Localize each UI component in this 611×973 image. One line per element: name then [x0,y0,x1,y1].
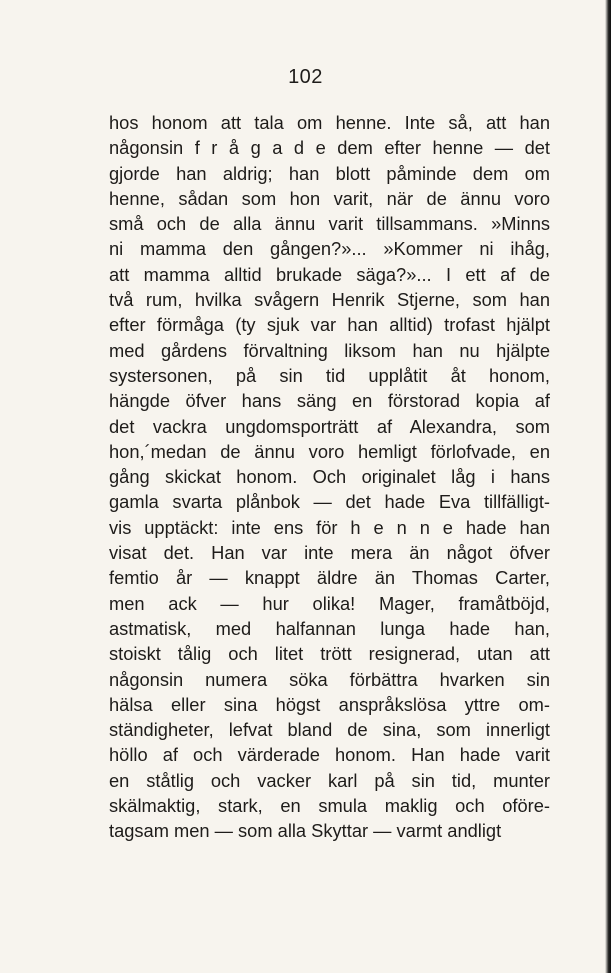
page-number: 102 [288,66,323,88]
text-line: astmatisk, med halfannan lunga hade han, [109,617,550,639]
text-line: tagsam men — som alla Skyttar — varmt andligt [109,820,502,842]
text-line: att mamma alltid brukade säga?»... I ett af de [109,263,550,285]
text-line: ständigheter, lefvat bland de sina, som innerligt [109,719,550,741]
text-line: gång skickat honom. Och originalet låg i hans [109,466,550,488]
text-line: hos honom att tala om henne. Inte så, att han [109,112,550,133]
text-line: systersonen, på sin tid upplåtit åt honom, [109,364,550,386]
text-line: visat det. Han var inte mera än något öfver [109,542,550,564]
text-line: höllo af och värderade honom. Han hade varit [109,744,550,766]
text-line: femtio år — knappt äldre än Thomas Carter, [109,567,550,589]
text-line: henne, sådan som hon varit, när de ännu voro [109,187,550,209]
text-line: det vackra ungdomsporträtt af Alexandra, som [109,415,550,437]
text-line: efter förmåga (ty sjuk var han alltid) trofast hjälpt [109,314,550,336]
body-text [109,110,550,844]
text-line: någonsin numera söka förbättra hvarken sin [109,668,550,690]
text-line: två rum, hvilka svågern Henrik Stjerne, som han [109,289,550,311]
text-line: någonsin f r å g a d e dem efter henne — det [109,137,550,159]
text-line: gjorde han aldrig; han blott påminde dem om [109,162,550,184]
page-edge-shadow [605,0,611,973]
text-line: hon,´medan de ännu voro hemligt förlofvade, en [109,440,550,462]
text-line: men ack — hur olika! Mager, framåtböjd, [109,592,550,614]
text-line: vis upptäckt: inte ens för h e n n e hade han [109,516,550,538]
text-line: stoiskt tålig och litet trött resignerad, utan att [109,643,550,665]
text-line: gamla svarta plånbok — det hade Eva tillfälligt- [109,491,550,513]
text-line: små och de alla ännu varit tillsammans. »Minns [109,213,550,235]
text-line: ni mamma den gången?»... »Kommer ni ihåg, [109,238,550,260]
text-line: hängde öfver hans säng en förstorad kopia af [109,390,550,412]
text-line: skälmaktig, stark, en smula maklig och oföre- [109,795,550,817]
text-line: en ståtlig och vacker karl på sin tid, munter [109,769,550,791]
text-line: med gårdens förvaltning liksom han nu hjälpte [109,339,550,361]
text-line: hälsa eller sina högst anspråkslösa yttre om- [109,693,550,715]
